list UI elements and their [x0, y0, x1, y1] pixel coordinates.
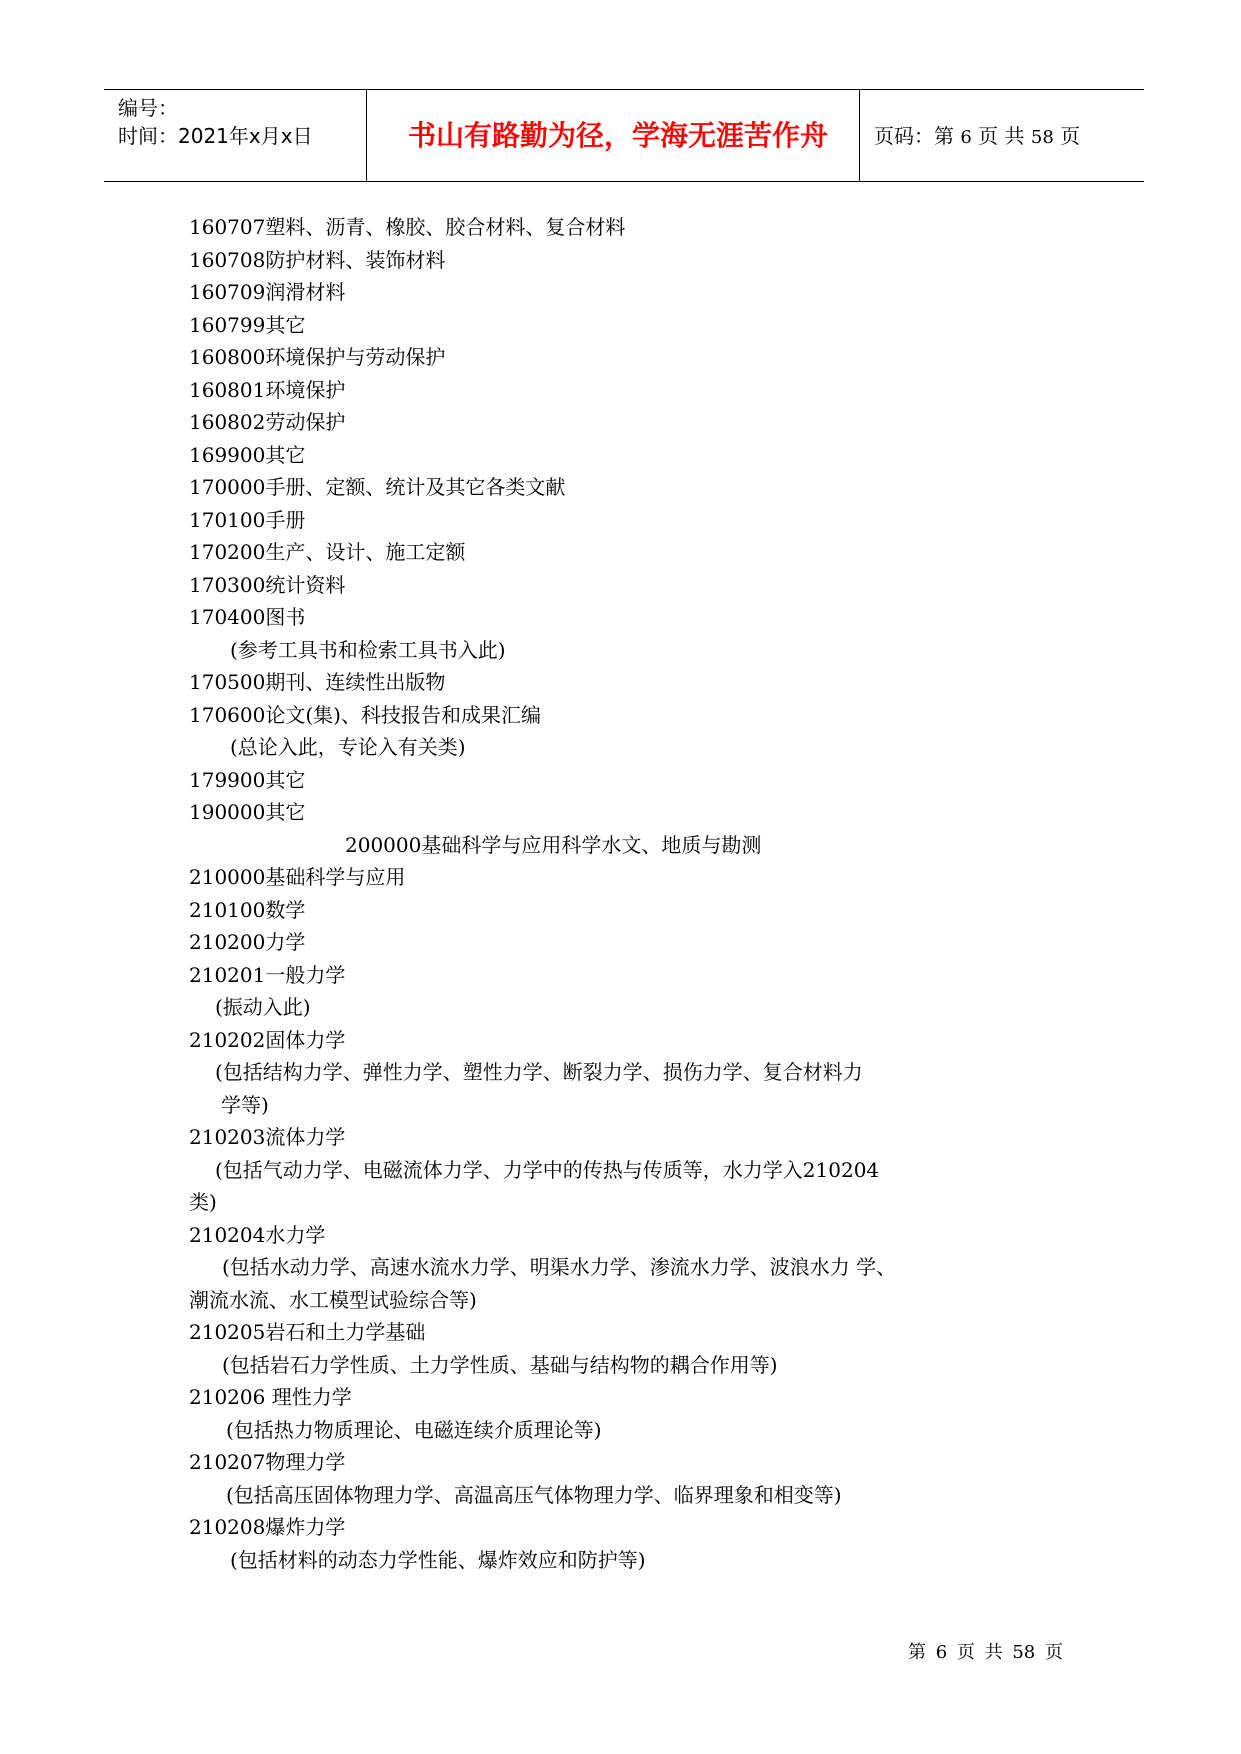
document-time: 时间：2021年x月x日: [118, 124, 313, 148]
body-line: 210100数学: [189, 898, 306, 922]
body-line: 潮流水流、水工模型试验综合等): [189, 1288, 477, 1312]
document-number-label: 编号：: [118, 96, 178, 120]
page-code-middle: 页 共: [978, 124, 1025, 148]
body-line: 160800环境保护与劳动保护: [189, 345, 446, 369]
body-line: 169900其它: [189, 443, 306, 467]
page-code-total: 58: [1030, 127, 1054, 148]
body-line: 210202固体力学: [189, 1028, 346, 1052]
page-code-suffix: 页: [1060, 124, 1081, 148]
body-line: 210201一般力学: [189, 963, 346, 987]
body-line: 160801环境保护: [189, 378, 346, 402]
body-line: 210000基础科学与应用: [189, 865, 406, 889]
body-line: 190000其它: [189, 800, 306, 824]
body-line: (包括材料的动态力学性能、爆炸效应和防护等): [230, 1548, 646, 1572]
body-line: (包括热力物质理论、电磁连续介质理论等): [226, 1418, 602, 1442]
body-line: 170600论文(集)、科技报告和成果汇编: [189, 703, 541, 727]
page-footer: 第 6 页 共 58 页: [908, 1642, 1063, 1663]
body-line: (包括结构力学、弹性力学、塑性力学、断裂力学、损伤力学、复合材料力: [215, 1060, 863, 1084]
body-line: 170000手册、定额、统计及其它各类文献: [189, 475, 566, 499]
body-line: 210204水力学: [189, 1223, 326, 1247]
body-line: 160708防护材料、装饰材料: [189, 248, 446, 272]
body-line: 210205岩石和土力学基础: [189, 1320, 426, 1344]
header-page-code: [874, 122, 1080, 152]
body-line: 类): [189, 1190, 217, 1214]
header-divider-left: [366, 90, 367, 181]
body-line: 学等): [221, 1093, 269, 1117]
body-line: (包括高压固体物理力学、高温高压气体物理力学、临界理象和相变等): [226, 1483, 842, 1507]
body-line: 210206 理性力学: [189, 1385, 352, 1409]
section-heading: 200000基础科学与应用科学水文、地质与勘测: [345, 833, 762, 857]
body-line: 160799其它: [189, 313, 306, 337]
header-meta: [118, 94, 313, 150]
page-code-current: 6: [960, 127, 972, 148]
body-line: 210203流体力学: [189, 1125, 346, 1149]
body-line: 170200生产、设计、施工定额: [189, 540, 466, 564]
page-code-prefix: 页码：第: [874, 124, 954, 148]
body-line: 170300统计资料: [189, 573, 346, 597]
body-line: 170400图书: [189, 605, 306, 629]
page-header: [104, 89, 1144, 182]
body-line: 160709润滑材料: [189, 280, 346, 304]
body-line: (包括气动力学、电磁流体力学、力学中的传热与传质等，水力学入210204: [215, 1158, 880, 1182]
body-line: 170500期刊、连续性出版物: [189, 670, 446, 694]
body-line: (总论入此，专论入有关类): [230, 735, 466, 759]
header-motto: 书山有路勤为径，学海无涯苦作舟: [407, 119, 828, 152]
body-line: 210207物理力学: [189, 1450, 346, 1474]
body-line: 210208爆炸力学: [189, 1515, 346, 1539]
body-line: (包括岩石力学性质、土力学性质、基础与结构物的耦合作用等): [222, 1353, 778, 1377]
body-line: 160707塑料、沥青、橡胶、胶合材料、复合材料: [189, 215, 626, 239]
body-line: (参考工具书和检索工具书入此): [230, 638, 506, 662]
body-line: 179900其它: [189, 768, 306, 792]
body-line: 160802劳动保护: [189, 410, 346, 434]
body-line: 210200力学: [189, 930, 306, 954]
body-line: (振动入此): [215, 995, 311, 1019]
body-line: 170100手册: [189, 508, 306, 532]
body-line: (包括水动力学、高速水流水力学、明渠水力学、渗流水力学、波浪水力 学、: [222, 1255, 897, 1279]
